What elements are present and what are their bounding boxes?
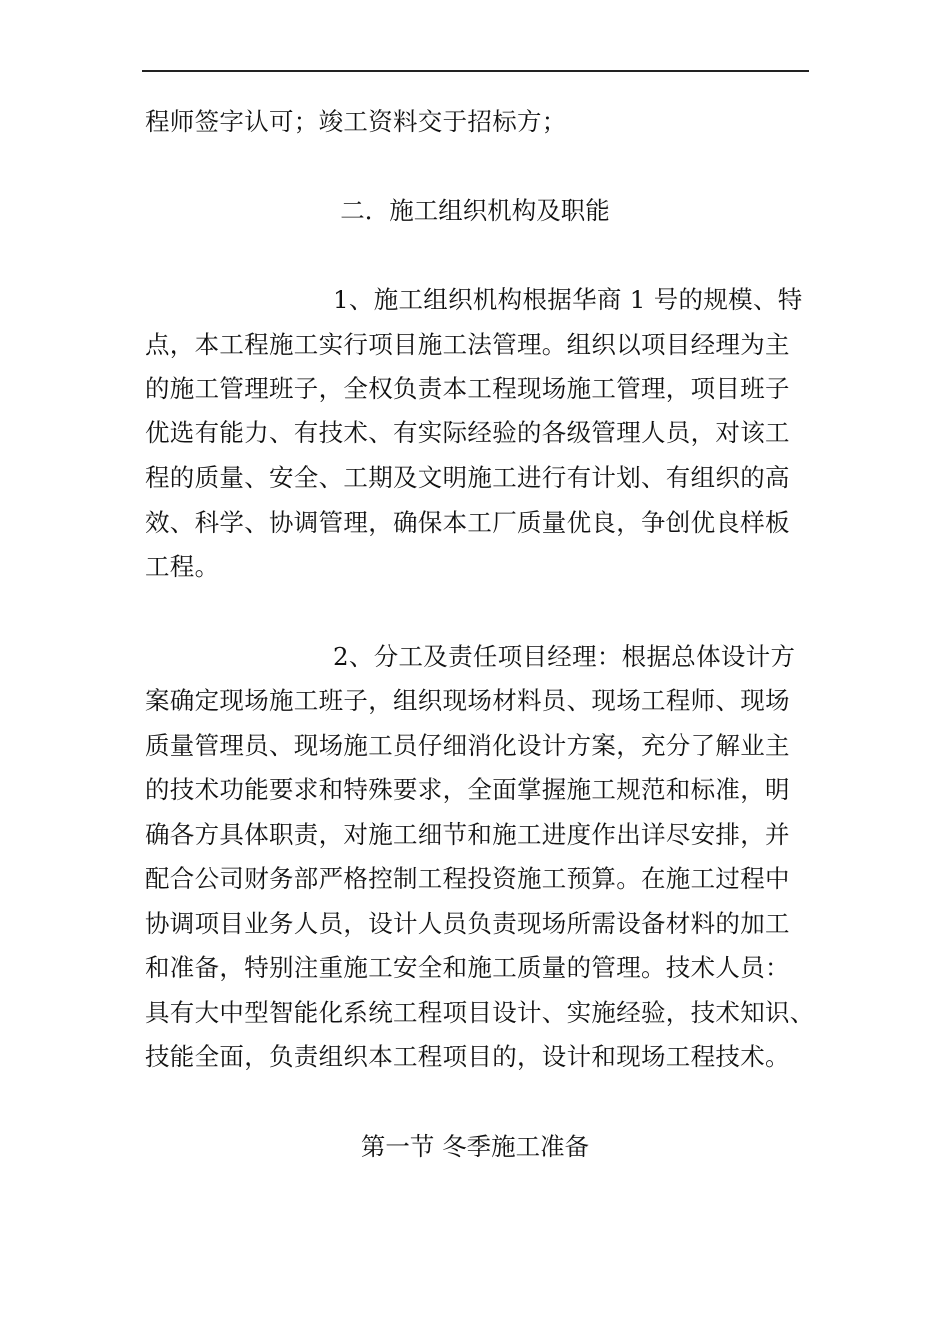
- continuation-text: 程师签字认可；竣工资料交于招标方；: [145, 107, 567, 136]
- paragraph2-line: 2、分工及责任项目经理：根据总体设计方: [333, 642, 796, 671]
- paragraph2-line: 确各方具体职责，对施工细节和施工进度作出详尽安排，并: [145, 820, 790, 849]
- paragraph1-line: 点，本工程施工实行项目施工法管理。组织以项目经理为主: [145, 330, 790, 359]
- paragraph2-line: 技能全面，负责组织本工程项目的，设计和现场工程技术。: [145, 1042, 790, 1071]
- paragraph2-line: 具有大中型智能化系统工程项目设计、实施经验，技术知识、: [145, 998, 815, 1027]
- paragraph2-line: 案确定现场施工班子，组织现场材料员、现场工程师、现场: [145, 686, 790, 715]
- header-rule: [142, 70, 809, 72]
- paragraph2-line: 和准备，特别注重施工安全和施工质量的管理。技术人员：: [145, 953, 790, 982]
- paragraph1-line: 的施工管理班子，全权负责本工程现场施工管理，项目班子: [145, 374, 790, 403]
- paragraph1-line: 优选有能力、有技术、有实际经验的各级管理人员，对该工: [145, 418, 790, 447]
- paragraph2-line: 配合公司财务部严格控制工程投资施工预算。在施工过程中: [145, 864, 790, 893]
- paragraph1-line: 程的质量、安全、工期及文明施工进行有计划、有组织的高: [145, 463, 790, 492]
- paragraph1-line: 工程。: [145, 552, 220, 581]
- paragraph2-line: 协调项目业务人员，设计人员负责现场所需设备材料的加工: [145, 909, 790, 938]
- subsection-heading: 第一节 冬季施工准备: [360, 1132, 590, 1161]
- paragraph1-line: 效、科学、协调管理，确保本工厂质量优良，争创优良样板: [145, 508, 790, 537]
- paragraph2-line: 质量管理员、现场施工员仔细消化设计方案，充分了解业主: [145, 731, 790, 760]
- paragraph1-line: 1、施工组织机构根据华商 1 号的规模、特: [333, 285, 803, 314]
- paragraph2-line: 的技术功能要求和特殊要求，全面掌握施工规范和标准，明: [145, 775, 790, 804]
- section-heading: 二．施工组织机构及职能: [340, 196, 610, 225]
